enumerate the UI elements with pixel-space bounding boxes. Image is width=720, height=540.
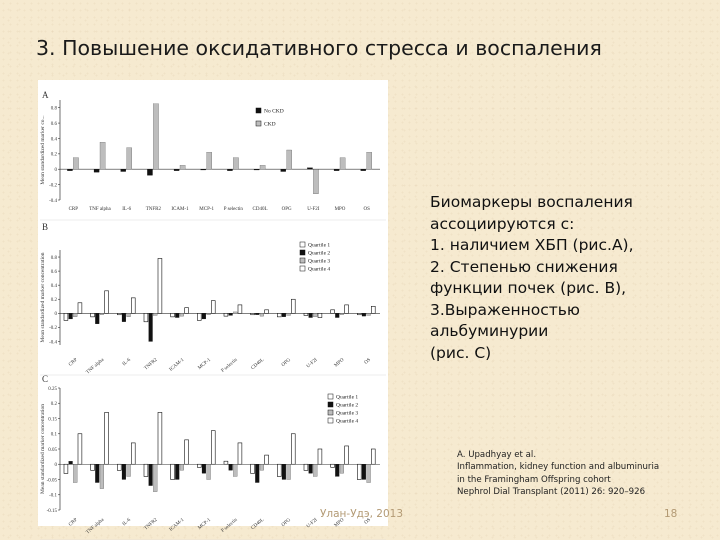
bar-quartile-2 xyxy=(335,464,339,476)
bar-quartile-4 xyxy=(345,305,349,313)
bar-quartile-3 xyxy=(367,464,371,482)
legend-swatch xyxy=(256,108,261,113)
bar-quartile-3 xyxy=(340,313,344,314)
bar-quartile-4 xyxy=(291,434,295,465)
bar-quartile-2 xyxy=(282,464,286,479)
bar-ckd xyxy=(127,148,132,170)
bar-quartile-3 xyxy=(260,313,264,316)
x-tick-label: U-F2I xyxy=(306,357,319,370)
legend-label: Quartile 1 xyxy=(308,242,331,249)
bar-ckd xyxy=(100,142,105,169)
bar-quartile-4 xyxy=(131,443,135,464)
y-tick-label: -0.2 xyxy=(49,183,57,189)
y-tick-label: -0.15 xyxy=(46,508,57,514)
bar-quartile-3 xyxy=(313,313,317,317)
y-axis-label: Mean standardized marker co... xyxy=(40,115,46,185)
bar-quartile-4 xyxy=(211,431,215,465)
bar-quartile-2 xyxy=(175,313,179,317)
bar-no-ckd xyxy=(281,169,286,171)
y-tick-label: 0 xyxy=(54,312,57,318)
bar-no-ckd xyxy=(307,168,312,170)
x-tick-label: TNF alpha xyxy=(89,207,111,212)
x-tick-label: U-F2I xyxy=(307,207,320,212)
y-tick-label: -0.2 xyxy=(49,326,57,332)
y-tick-label: 0 xyxy=(54,463,57,469)
bar-quartile-4 xyxy=(185,440,189,464)
bar-quartile-4 xyxy=(238,305,242,313)
bar-no-ckd xyxy=(361,169,366,171)
reference-line: in the Framingham Offspring cohort xyxy=(457,474,611,485)
bar-quartile-4 xyxy=(291,299,295,313)
bar-quartile-3 xyxy=(100,313,104,314)
bar-quartile-2 xyxy=(229,313,233,315)
bar-quartile-1 xyxy=(277,313,281,317)
panel-letter-C: C xyxy=(42,374,49,384)
legend-label: Quartile 4 xyxy=(308,266,331,273)
bar-quartile-1 xyxy=(304,313,308,315)
bar-quartile-4 xyxy=(78,303,82,314)
y-tick-label: 0.2 xyxy=(50,152,57,158)
bar-quartile-4 xyxy=(238,443,242,464)
x-tick-label: ICAM-1 xyxy=(168,517,186,533)
bar-quartile-2 xyxy=(149,464,153,485)
bar-quartile-1 xyxy=(117,313,121,314)
legend-swatch xyxy=(328,394,333,399)
bar-no-ckd xyxy=(227,169,232,171)
y-tick-label: 0.15 xyxy=(48,417,57,423)
reference-line: A. Upadhyay et al. xyxy=(457,450,537,460)
findings-line: (рис. С) xyxy=(430,343,492,362)
y-tick-label: -0.05 xyxy=(46,478,57,484)
bar-quartile-1 xyxy=(171,313,175,317)
legend-label: Quartile 2 xyxy=(336,402,359,409)
x-tick-label: CRP xyxy=(68,207,79,212)
bar-quartile-1 xyxy=(171,464,175,479)
x-tick-label: CRP xyxy=(68,517,79,528)
bar-quartile-1 xyxy=(144,313,148,321)
bar-quartile-2 xyxy=(122,464,126,479)
bar-quartile-3 xyxy=(153,313,157,315)
x-tick-label: CD40L xyxy=(250,517,266,532)
findings-line: 3.Выраженностью xyxy=(430,300,580,319)
footer-city: Улан-Удэ, 2013 xyxy=(320,508,404,520)
bar-quartile-1 xyxy=(251,313,255,314)
legend-swatch xyxy=(328,418,333,423)
bar-quartile-1 xyxy=(331,464,335,467)
bar-quartile-1 xyxy=(64,464,68,473)
y-axis-label: Mean standardized marker concentration xyxy=(40,252,46,343)
y-tick-label: 0.1 xyxy=(50,432,57,438)
y-tick-label: 0.25 xyxy=(48,386,57,392)
legend-label: Quartile 2 xyxy=(308,250,331,257)
bar-ckd xyxy=(287,150,292,169)
bar-quartile-4 xyxy=(371,306,375,313)
x-tick-label: TNFR2 xyxy=(143,357,159,372)
bar-quartile-3 xyxy=(313,464,317,476)
bar-quartile-3 xyxy=(73,464,77,482)
findings-line: 2. Степенью снижения xyxy=(430,257,618,276)
bar-quartile-1 xyxy=(331,310,335,314)
bar-ckd xyxy=(207,152,212,169)
bar-quartile-1 xyxy=(197,313,201,320)
bar-quartile-4 xyxy=(105,412,109,464)
legend-label: Quartile 3 xyxy=(336,410,359,417)
bar-quartile-2 xyxy=(69,461,73,464)
bar-quartile-3 xyxy=(180,464,184,470)
biomarker-chart-svg xyxy=(38,80,388,536)
legend-label: Quartile 1 xyxy=(336,394,359,401)
bar-quartile-1 xyxy=(91,464,95,470)
bar-quartile-3 xyxy=(127,464,131,476)
bar-quartile-3 xyxy=(233,464,237,476)
reference-citation xyxy=(457,449,712,499)
legend-swatch xyxy=(328,402,333,407)
bar-no-ckd xyxy=(121,169,126,171)
legend-swatch xyxy=(300,250,305,255)
bar-quartile-4 xyxy=(158,258,162,313)
x-tick-label: CD40L xyxy=(252,207,268,212)
bar-quartile-3 xyxy=(73,313,77,317)
bar-quartile-4 xyxy=(265,455,269,464)
x-tick-label: IL-6 xyxy=(121,357,132,368)
bar-quartile-4 xyxy=(105,291,109,314)
bar-ckd xyxy=(233,158,238,170)
y-axis-label: Mean standardized marker concentration xyxy=(40,404,46,494)
reference-line: Nephrol Dial Transplant (2011) 26: 920–926 xyxy=(457,487,646,498)
bar-quartile-2 xyxy=(229,464,233,470)
y-tick-label: -0.4 xyxy=(49,340,57,346)
x-tick-label: CRP xyxy=(68,357,79,368)
bar-quartile-4 xyxy=(265,310,269,314)
x-tick-label: P selectin xyxy=(220,357,239,374)
x-tick-label: U-F2I xyxy=(306,517,319,530)
bar-quartile-3 xyxy=(340,464,344,473)
bar-quartile-2 xyxy=(309,313,313,317)
bar-no-ckd xyxy=(94,169,99,172)
x-tick-label: ICAM-1 xyxy=(168,357,186,373)
y-tick-label: 0 xyxy=(54,168,57,174)
bar-ckd xyxy=(313,169,318,194)
x-tick-label: OPG xyxy=(281,517,292,528)
y-tick-label: 0.6 xyxy=(50,269,57,275)
findings-line: альбуминурии xyxy=(430,322,549,340)
bar-quartile-2 xyxy=(202,313,206,319)
bar-quartile-2 xyxy=(69,313,73,319)
x-tick-label: CD40L xyxy=(250,357,266,372)
y-tick-label: 0.4 xyxy=(50,137,57,143)
legend-swatch xyxy=(256,121,261,126)
bar-quartile-1 xyxy=(224,313,228,316)
findings-line: функции почек (рис. В), xyxy=(430,279,627,297)
bar-no-ckd xyxy=(254,169,259,170)
x-tick-label: MPO xyxy=(333,517,346,529)
bar-quartile-3 xyxy=(287,464,291,479)
bar-no-ckd xyxy=(174,169,179,171)
bar-quartile-4 xyxy=(318,449,322,464)
x-tick-label: MCP-1 xyxy=(199,207,215,212)
y-tick-label: 0.2 xyxy=(50,298,57,304)
bar-quartile-3 xyxy=(100,464,104,488)
bar-no-ckd xyxy=(147,169,152,175)
bar-ckd xyxy=(340,158,345,170)
x-tick-label: P selectin xyxy=(220,517,239,534)
reference-line: Inflammation, kidney function and albuminuria xyxy=(457,462,660,473)
bar-quartile-2 xyxy=(122,313,126,321)
legend-label: Quartile 4 xyxy=(336,418,359,425)
legend-label: No CKD xyxy=(264,108,284,115)
legend-swatch xyxy=(300,242,305,247)
bar-quartile-2 xyxy=(255,464,259,482)
bar-quartile-4 xyxy=(185,308,189,314)
y-tick-label: -0.1 xyxy=(49,493,57,499)
bar-ckd xyxy=(367,152,372,169)
bar-quartile-1 xyxy=(277,464,281,476)
bar-quartile-4 xyxy=(158,412,162,464)
y-tick-label: 0.8 xyxy=(50,106,57,112)
bar-quartile-1 xyxy=(91,313,95,317)
x-tick-label: MCP-1 xyxy=(197,357,212,372)
bar-quartile-2 xyxy=(335,313,339,317)
legend-swatch xyxy=(300,258,305,263)
x-tick-label: OS xyxy=(363,357,372,366)
bar-quartile-1 xyxy=(304,464,308,470)
bar-quartile-1 xyxy=(197,464,201,467)
bar-quartile-4 xyxy=(211,301,215,314)
bar-quartile-1 xyxy=(357,464,361,479)
findings-line: ассоциируются с: xyxy=(430,214,575,233)
legend-label: CKD xyxy=(264,121,276,128)
panel-letter-B: B xyxy=(42,222,49,232)
bar-quartile-2 xyxy=(309,464,313,473)
bar-quartile-1 xyxy=(357,313,361,314)
page-number: 18 xyxy=(664,508,678,520)
bar-no-ckd xyxy=(201,169,206,170)
bar-quartile-3 xyxy=(367,313,371,315)
x-tick-label: MCP-1 xyxy=(197,517,212,532)
bar-ckd xyxy=(180,165,185,169)
bar-quartile-2 xyxy=(255,313,259,314)
bar-quartile-2 xyxy=(149,313,153,341)
bar-quartile-2 xyxy=(175,464,179,479)
legend-swatch xyxy=(300,266,305,271)
x-tick-label: TNFR2 xyxy=(145,207,161,212)
bar-quartile-3 xyxy=(180,313,184,316)
bar-quartile-4 xyxy=(78,434,82,465)
legend-label: Quartile 3 xyxy=(308,258,331,265)
x-tick-label: MPO xyxy=(334,207,346,212)
bar-no-ckd xyxy=(67,169,72,171)
bar-quartile-4 xyxy=(131,298,135,313)
x-tick-label: MPO xyxy=(333,357,346,369)
x-tick-label: TNF alpha xyxy=(85,357,106,376)
bar-quartile-3 xyxy=(233,312,237,313)
x-tick-label: OS xyxy=(363,517,372,526)
bar-quartile-1 xyxy=(224,461,228,464)
y-tick-label: 0.8 xyxy=(50,255,57,261)
x-tick-label: OS xyxy=(363,207,370,212)
bar-quartile-4 xyxy=(318,313,322,317)
bar-quartile-3 xyxy=(207,464,211,479)
bar-ckd xyxy=(260,165,265,169)
bar-quartile-3 xyxy=(287,313,291,315)
x-tick-label: TNF alpha xyxy=(85,517,106,536)
x-tick-label: IL-6 xyxy=(121,517,132,528)
bar-ckd xyxy=(73,158,78,170)
x-tick-label: ICAM-1 xyxy=(171,207,189,212)
bar-quartile-3 xyxy=(260,464,264,470)
x-tick-label: OPG xyxy=(281,207,292,212)
bar-no-ckd xyxy=(334,169,339,171)
bar-quartile-2 xyxy=(95,313,99,324)
panel-letter-A: A xyxy=(42,90,49,100)
findings-text xyxy=(430,192,715,364)
bar-quartile-3 xyxy=(153,464,157,491)
bar-quartile-2 xyxy=(362,313,366,316)
findings-line: 1. наличием ХБП (рис.А), xyxy=(430,236,634,254)
findings-line: Биомаркеры воспаления xyxy=(430,193,633,211)
biomarker-figure xyxy=(38,80,388,536)
bar-quartile-4 xyxy=(371,449,375,464)
bar-quartile-1 xyxy=(251,464,255,473)
x-tick-label: OPG xyxy=(281,357,292,368)
y-tick-label: 0.4 xyxy=(50,283,57,289)
bar-quartile-2 xyxy=(362,464,366,479)
slide-title: 3. Повышение оксидативного стресса и воспаления xyxy=(36,36,602,60)
legend-swatch xyxy=(328,410,333,415)
bar-quartile-2 xyxy=(95,464,99,482)
x-tick-label: IL-6 xyxy=(122,207,132,212)
y-tick-label: 0.6 xyxy=(50,121,57,127)
bar-quartile-3 xyxy=(127,313,131,317)
bar-quartile-1 xyxy=(144,464,148,476)
bar-quartile-1 xyxy=(117,464,121,470)
y-tick-label: -0.4 xyxy=(49,198,57,204)
bar-quartile-2 xyxy=(282,313,286,317)
bar-quartile-3 xyxy=(207,313,211,314)
bar-quartile-2 xyxy=(202,464,206,473)
x-tick-label: TNFR2 xyxy=(143,517,159,532)
bar-quartile-1 xyxy=(64,313,68,320)
y-tick-label: 0.2 xyxy=(50,402,57,408)
y-tick-label: 0.05 xyxy=(48,447,57,453)
bar-quartile-4 xyxy=(345,446,349,464)
x-tick-label: P selectin xyxy=(223,207,243,212)
bar-ckd xyxy=(153,104,158,169)
